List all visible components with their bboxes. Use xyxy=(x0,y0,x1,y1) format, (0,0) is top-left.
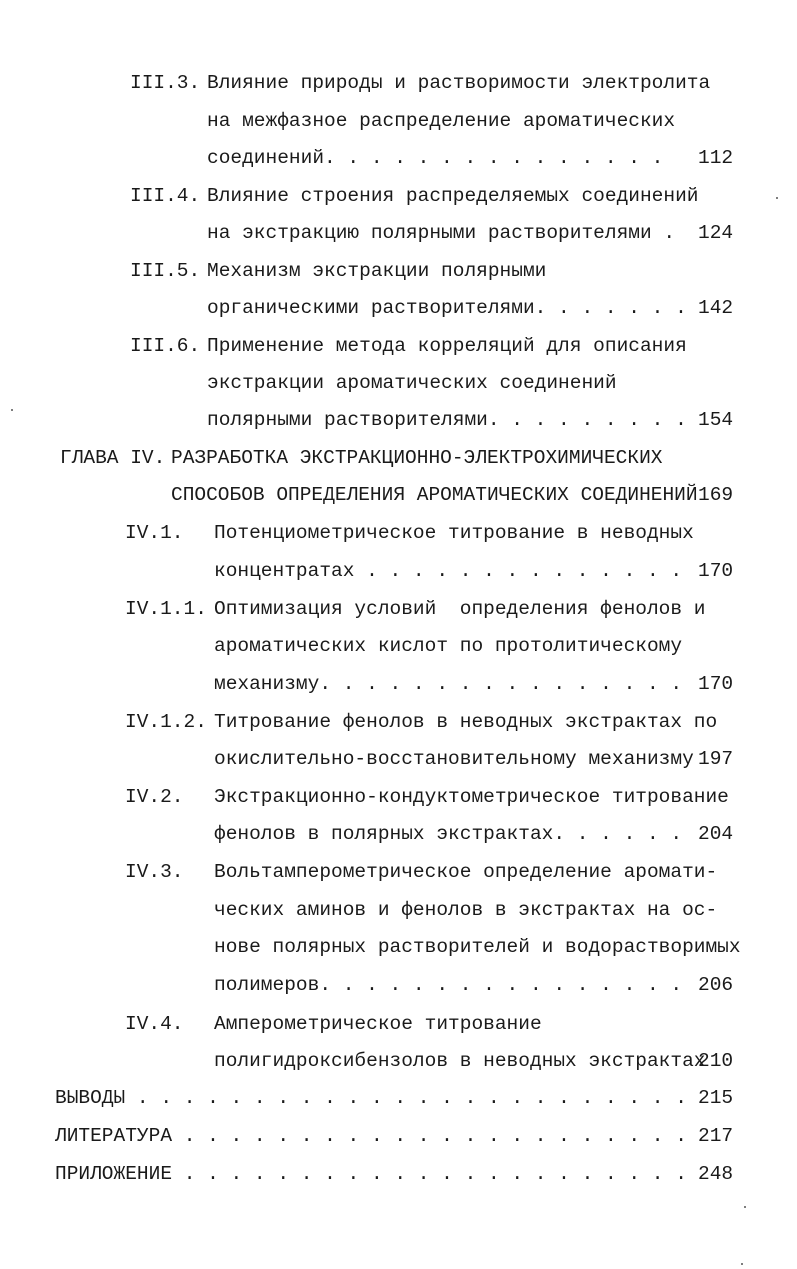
toc-entry-page: 210 xyxy=(698,1050,734,1072)
toc-section-appendix: ПРИЛОЖЕНИЕ . . . . . . . . . . . . . . . . . . . . . . xyxy=(55,1163,687,1185)
chapter-title: СПОСОБОВ ОПРЕДЕЛЕНИЯ АРОМАТИЧЕСКИХ СОЕДИНЕНИЙ xyxy=(171,484,698,506)
toc-entry-number: III.5. xyxy=(130,260,201,282)
toc-entry-text: фенолов в полярных экстрактах. . . . . . xyxy=(214,823,683,845)
toc-section-conclusions: ВЫВОДЫ . . . . . . . . . . . . . . . . . . . . . . . . xyxy=(55,1087,687,1109)
toc-entry-text: Механизм экстракции полярными xyxy=(207,260,547,282)
toc-entry-text: экстракции ароматических соединений xyxy=(207,372,617,394)
toc-entry-text: ароматических кислот по протолитическому xyxy=(214,635,683,657)
toc-entry-number: IV.3. xyxy=(125,861,184,883)
toc-entry-text: концентратах . . . . . . . . . . . . . . xyxy=(214,560,683,582)
toc-entry-page: 142 xyxy=(698,297,734,319)
toc-entry-text: органическими растворителями. . . . . . . xyxy=(207,297,687,319)
toc-entry-text: ческих аминов и фенолов в экстрактах на ос- xyxy=(214,899,718,921)
toc-entry-text: Применение метода корреляций для описания xyxy=(207,335,687,357)
toc-entry-text: Потенциометрическое титрование в неводных xyxy=(214,522,694,544)
toc-entry-text: окислительно-восстановительному механизму xyxy=(214,748,694,770)
toc-entry-text: на экстракцию полярными растворителями . xyxy=(207,222,676,244)
toc-entry-page: 170 xyxy=(698,673,734,695)
toc-entry-number: IV.1.2. xyxy=(125,711,207,733)
toc-entry-number: III.6. xyxy=(130,335,201,357)
toc-entry-text: Экстракционно-кондуктометрическое титрование xyxy=(214,786,729,808)
toc-entry-number: IV.4. xyxy=(125,1013,184,1035)
toc-entry-text: полимеров. . . . . . . . . . . . . . . . xyxy=(214,974,683,996)
toc-entry-number: III.4. xyxy=(130,185,201,207)
chapter-number: ГЛАВА IV. xyxy=(60,447,166,469)
toc-entry-page: 215 xyxy=(698,1087,734,1109)
scan-speck xyxy=(11,409,13,411)
toc-entry-text: полярными растворителями. . . . . . . . . xyxy=(207,409,687,431)
toc-entry-text: Влияние строения распределяемых соединений xyxy=(207,185,699,207)
toc-section-references: ЛИТЕРАТУРА . . . . . . . . . . . . . . . . . . . . . . xyxy=(55,1125,687,1147)
toc-entry-number: IV.1. xyxy=(125,522,184,544)
scan-speck xyxy=(776,197,778,199)
scan-speck xyxy=(744,1206,746,1208)
toc-entry-page: 170 xyxy=(698,560,734,582)
toc-entry-page: 169 xyxy=(698,484,734,506)
toc-entry-text: полигидроксибензолов в неводных экстрактах xyxy=(214,1050,706,1072)
toc-entry-text: Влияние природы и растворимости электролита xyxy=(207,72,711,94)
toc-entry-page: 112 xyxy=(698,147,734,169)
toc-entry-page: 124 xyxy=(698,222,734,244)
toc-entry-page: 217 xyxy=(698,1125,734,1147)
toc-entry-page: 206 xyxy=(698,974,734,996)
chapter-title: РАЗРАБОТКА ЭКСТРАКЦИОННО-ЭЛЕКТРОХИМИЧЕСКИХ xyxy=(171,447,663,469)
toc-entry-text: механизму. . . . . . . . . . . . . . . . xyxy=(214,673,683,695)
toc-entry-text: Амперометрическое титрование xyxy=(214,1013,542,1035)
toc-entry-text: соединений. . . . . . . . . . . . . . . xyxy=(207,147,664,169)
toc-entry-text: нове полярных растворителей и водорастворимых xyxy=(214,936,741,958)
toc-entry-text: Титрование фенолов в неводных экстрактах по xyxy=(214,711,718,733)
scan-speck xyxy=(741,1263,743,1265)
toc-entry-page: 248 xyxy=(698,1163,734,1185)
toc-entry-text: Вольтамперометрическое определение аромати- xyxy=(214,861,718,883)
toc-entry-page: 154 xyxy=(698,409,734,431)
toc-entry-text: Оптимизация условий определения фенолов и xyxy=(214,598,706,620)
toc-entry-text: на межфазное распределение ароматических xyxy=(207,110,676,132)
toc-entry-number: IV.2. xyxy=(125,786,184,808)
toc-entry-page: 204 xyxy=(698,823,734,845)
toc-entry-number: IV.1.1. xyxy=(125,598,207,620)
toc-entry-page: 197 xyxy=(698,748,734,770)
toc-entry-number: III.3. xyxy=(130,72,201,94)
